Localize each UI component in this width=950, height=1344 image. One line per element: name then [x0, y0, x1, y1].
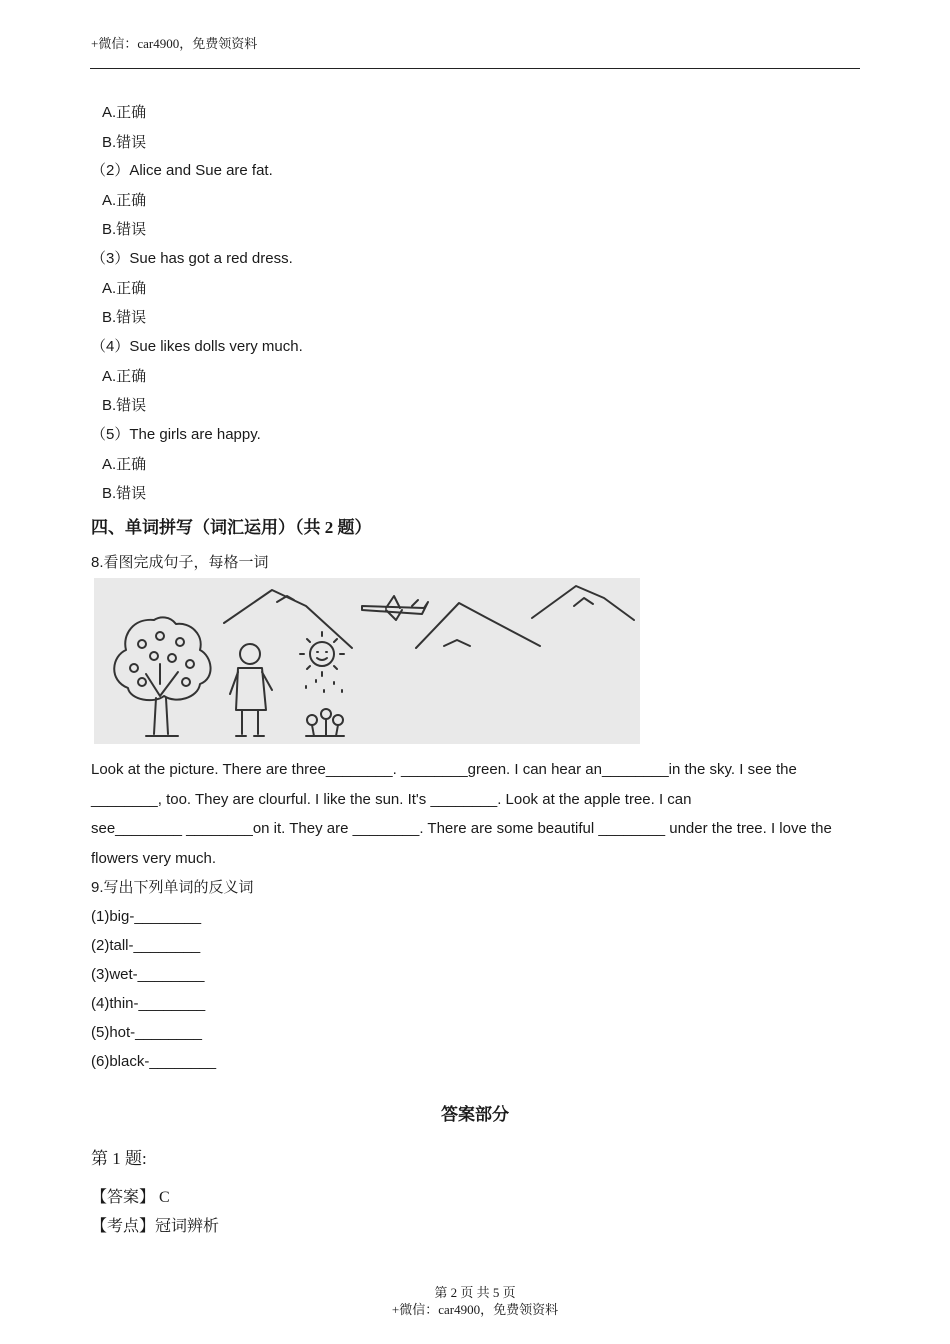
apple-tree-drawing	[114, 617, 210, 736]
q9-item: (6)black-________	[91, 1053, 217, 1070]
scene-picture	[94, 578, 640, 744]
q9-item: (5)hot-________	[91, 1024, 202, 1041]
q7-statement: （5）The girls are happy.	[91, 426, 261, 443]
answer-question-heading: 第 1 题:	[91, 1149, 147, 1168]
q8-passage-line: Look at the picture. There are three________. ________green. I can hear an________in the sky. I see the	[91, 761, 797, 778]
q9-item: (1)big-________	[91, 908, 202, 925]
q7-option: B.错误	[102, 397, 147, 414]
q8-passage-line: ________, too. They are clourful. I like the sun. It's ________. Look at the apple tree. I can	[91, 791, 692, 808]
q8-passage-line: see________ ________on it. They are ________. There are some beautiful ________ under the tree. I love the	[91, 820, 832, 837]
section-heading: 四、单词拼写（词汇运用）（共 2 题）	[91, 518, 372, 537]
q8-passage-line: flowers very much.	[91, 850, 217, 867]
child-drawing	[230, 644, 272, 736]
q7-option: B.错误	[102, 309, 147, 326]
q9-item: (2)tall-________	[91, 937, 201, 954]
q7-statement: （2）Alice and Sue are fat.	[91, 162, 273, 179]
sun-drawing	[300, 632, 344, 676]
answer-line: 【答案】 C	[91, 1189, 170, 1206]
q7-option: B.错误	[102, 485, 147, 502]
q8-prompt: 8.看图完成句子，每格一词	[91, 554, 269, 571]
flowers-drawing	[306, 680, 344, 736]
answer-point-line: 【考点】冠词辨析	[91, 1218, 220, 1235]
q7-option: A.正确	[102, 104, 147, 121]
q7-statement: （3）Sue has got a red dress.	[91, 250, 293, 267]
footer-page-number: 第 2 页 共 5 页	[434, 1285, 516, 1300]
q9-prompt: 9.写出下列单词的反义词	[91, 879, 254, 896]
header-divider	[90, 68, 860, 69]
airplane-drawing	[362, 596, 428, 620]
q7-option: B.错误	[102, 134, 147, 151]
q7-statement: （4）Sue likes dolls very much.	[91, 338, 303, 355]
q7-option: A.正确	[102, 192, 147, 209]
header-contact-text: +微信：car4900，免费领资料	[91, 36, 258, 51]
q7-option: B.错误	[102, 221, 147, 238]
q9-item: (3)wet-________	[91, 966, 205, 983]
q7-option: A.正确	[102, 368, 147, 385]
q9-item: (4)thin-________	[91, 995, 206, 1012]
q7-option: A.正确	[102, 280, 147, 297]
mountains-drawing	[224, 586, 634, 648]
answer-section-title: 答案部分	[441, 1105, 509, 1124]
q7-option: A.正确	[102, 456, 147, 473]
footer-contact-text: +微信：car4900，免费领资料	[391, 1302, 559, 1317]
